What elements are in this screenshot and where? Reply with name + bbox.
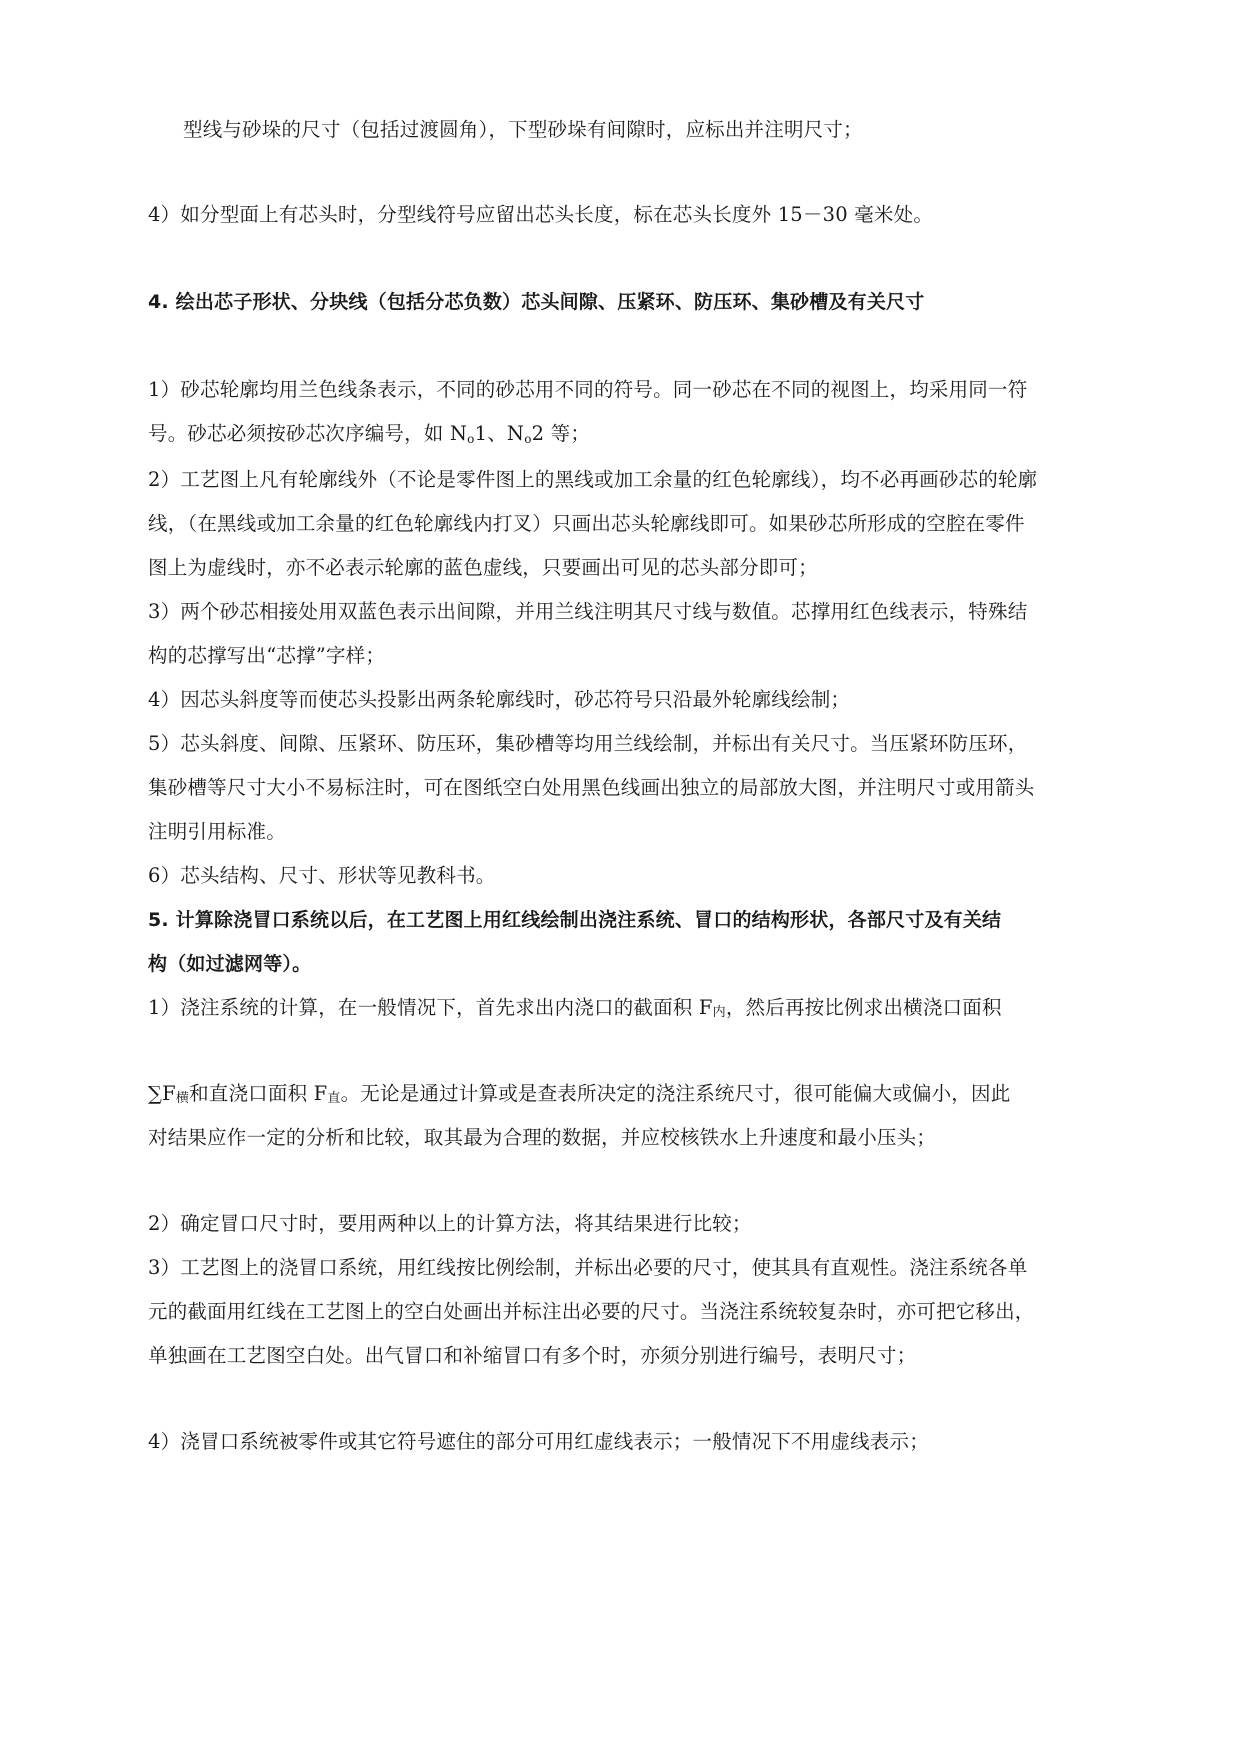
list-item-4-parting-line: 4）如分型面上有芯头时，分型线符号应留出芯头长度，标在芯头长度外 15－30 毫米处。 [148, 203, 934, 226]
list-item-2-riser-size: 2）确定冒口尺寸时，要用两种以上的计算方法，将其结果进行比较； [148, 1212, 752, 1235]
section-heading-4: 4. 绘出芯子形状、分块线（包括分芯负数）芯头间隙、压紧环、防压环、集砂槽及有关尺寸 [148, 291, 925, 313]
paragraph-line: 型线与砂垛的尺寸（包括过渡圆角），下型砂垛有间隙时，应标出并注明尺寸； [183, 118, 863, 141]
list-item-1-core-outline: 1）砂芯轮廓均用兰色线条表示，不同的砂芯用不同的符号。同一砂芯在不同的视图上，均采用同一符 [148, 378, 1028, 401]
paragraph-line: 集砂槽等尺寸大小不易标注时，可在图纸空白处用黑色线画出独立的局部放大图，并注明尺寸或用箭头 [148, 776, 1035, 799]
list-item-3-core-gap: 3）两个砂芯相接处用双蓝色表示出间隙，并用兰线注明其尺寸线与数值。芯撑用红色线表示，特殊结 [148, 600, 1028, 623]
list-item-4-hidden-gating: 4）浇冒口系统被零件或其它符号遮住的部分可用红虚线表示；一般情况下不用虚线表示； [148, 1430, 929, 1453]
section-heading-5: 5. 计算除浇冒口系统以后，在工艺图上用红线绘制出浇注系统、冒口的结构形状，各部尺寸及有关结 [148, 909, 1002, 931]
section-heading-5-cont: 构（如过滤网等）。 [148, 953, 312, 975]
paragraph-line: 单独画在工艺图空白处。出气冒口和补缩冒口有多个时，亦须分别进行编号，表明尺寸； [148, 1344, 917, 1367]
paragraph-line: 对结果应作一定的分析和比较，取其最为合理的数据，并应校核铁水上升速度和最小压头； [148, 1126, 937, 1149]
paragraph-line: 构的芯撑写出“芯撑”字样； [148, 644, 386, 667]
paragraph-line: 元的截面用红线在工艺图上的空白处画出并标注出必要的尺寸。当浇注系统较复杂时，亦可把它移出， [148, 1300, 1035, 1323]
list-item-1-gating-calc: 1）浇注系统的计算，在一般情况下，首先求出内浇口的截面积 $F_内$，然后再按比例求出横浇口面积 [148, 996, 1002, 1020]
list-item-4-core-taper: 4）因芯头斜度等而使芯头投影出两条轮廓线时，砂芯符号只沿最外轮廓线绘制； [148, 688, 851, 711]
paragraph-line: $\sum F_横$和直浇口面积 $F_直$。无论是通过计算或是查表所决定的浇注系统尺寸，很可能偏大或偏小，因此 [148, 1082, 1011, 1106]
paragraph-line: 图上为虚线时，亦不必表示轮廓的蓝色虚线，只要画出可见的芯头部分即可； [148, 556, 818, 579]
list-item-2-core-contour: 2）工艺图上凡有轮廓线外（不论是零件图上的黑线或加工余量的红色轮廓线），均不必再画砂芯的轮廓 [148, 468, 1038, 491]
list-item-6-core-reference: 6）芯头结构、尺寸、形状等见教科书。 [148, 864, 496, 887]
list-item-3-gating-drawing: 3）工艺图上的浇冒口系统，用红线按比例绘制，并标出必要的尺寸，使其具有直观性。浇注系统各单 [148, 1256, 1028, 1279]
paragraph-line: 线，（在黑线或加工余量的红色轮廓线内打叉）只画出芯头轮廓线即可。如果砂芯所形成的空腔在零件 [148, 512, 1025, 535]
paragraph-line: 号。砂芯必须按砂芯次序编号，如 $N_o1$、$N_o2$ 等； [148, 422, 591, 446]
list-item-5-core-details: 5）芯头斜度、间隙、压紧环、防压环，集砂槽等均用兰线绘制，并标出有关尺寸。当压紧环防压环， [148, 732, 1028, 755]
paragraph-line: 注明引用标准。 [148, 820, 286, 843]
